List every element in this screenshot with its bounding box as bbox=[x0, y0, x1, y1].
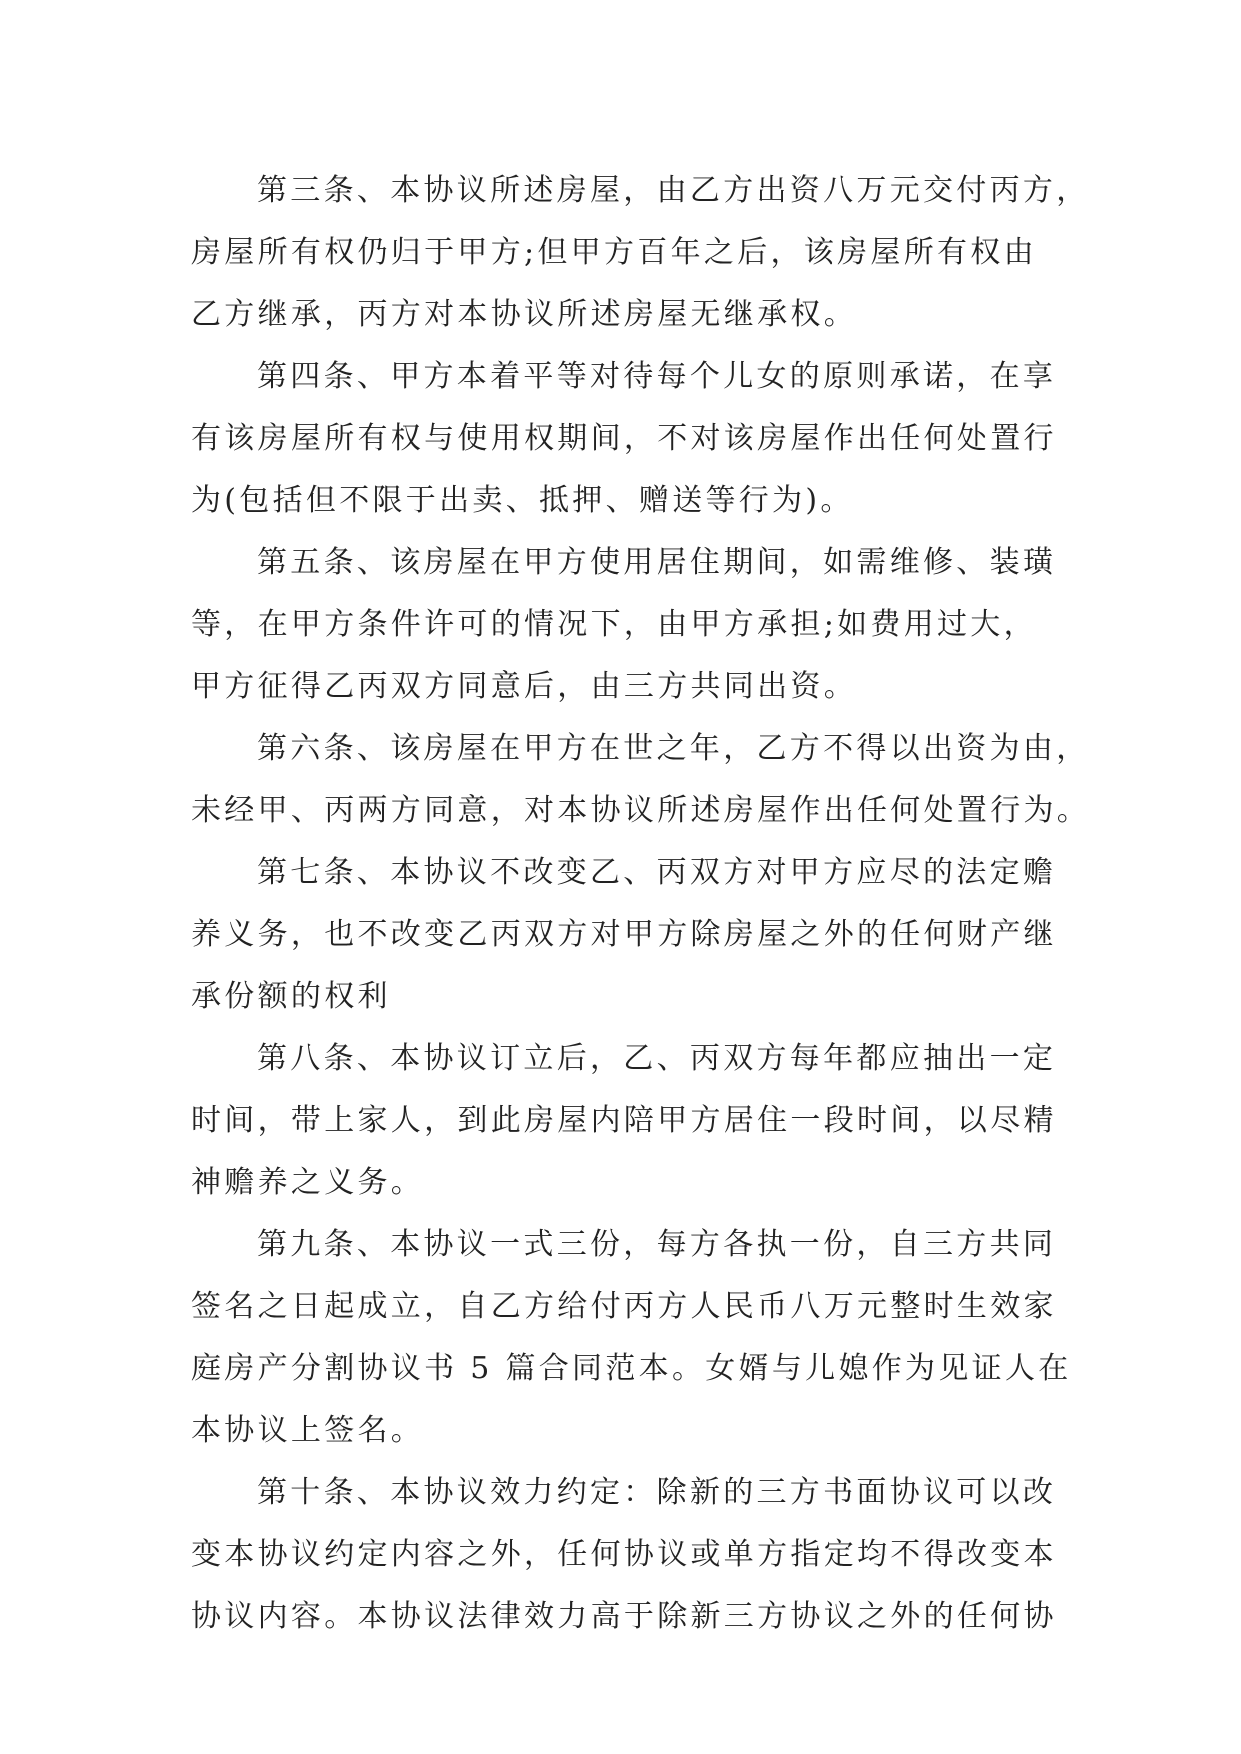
paragraph-line: 时间，带上家人，到此房屋内陪甲方居住一段时间，以尽精 bbox=[191, 1103, 1057, 1138]
document-body bbox=[191, 160, 1091, 1648]
paragraph-line: 庭房产分割协议书 5 篇合同范本。女婿与儿媳作为见证人在 bbox=[191, 1351, 1072, 1386]
paragraph-line: 签名之日起成立，自乙方给付丙方人民币八万元整时生效家 bbox=[191, 1289, 1057, 1324]
paragraph-line: 有该房屋所有权与使用权期间，不对该房屋作出任何处置行 bbox=[191, 421, 1057, 456]
paragraph-first-line: 第三条、本协议所述房屋，由乙方出资八万元交付丙方， bbox=[257, 173, 1090, 208]
paragraph-line: 承份额的权利 bbox=[191, 979, 391, 1014]
paragraph-first-line: 第六条、该房屋在甲方在世之年，乙方不得以出资为由， bbox=[257, 731, 1090, 766]
paragraph-line: 等，在甲方条件许可的情况下，由甲方承担;如费用过大， bbox=[191, 607, 1037, 642]
paragraph-line: 养义务，也不改变乙丙双方对甲方除房屋之外的任何财产继 bbox=[191, 917, 1057, 952]
paragraph-line: 协议内容。本协议法律效力高于除新三方协议之外的任何协 bbox=[191, 1599, 1057, 1634]
paragraph-line: 甲方征得乙丙双方同意后，由三方共同出资。 bbox=[191, 669, 857, 704]
paragraph-line: 本协议上签名。 bbox=[191, 1413, 425, 1448]
paragraph-first-line: 第八条、本协议订立后，乙、丙双方每年都应抽出一定 bbox=[257, 1041, 1057, 1076]
paragraph-first-line: 第十条、本协议效力约定：除新的三方书面协议可以改 bbox=[257, 1475, 1057, 1510]
paragraph-first-line: 第五条、该房屋在甲方使用居住期间，如需维修、装璜 bbox=[257, 545, 1057, 580]
paragraph-first-line: 第九条、本协议一式三份，每方各执一份，自三方共同 bbox=[257, 1227, 1057, 1262]
paragraph-line: 神赡养之义务。 bbox=[191, 1165, 425, 1200]
paragraph-line: 房屋所有权仍归于甲方;但甲方百年之后，该房屋所有权由 bbox=[191, 235, 1037, 270]
paragraph-line: 乙方继承，丙方对本协议所述房屋无继承权。 bbox=[191, 297, 857, 332]
paragraph-line: 变本协议约定内容之外，任何协议或单方指定均不得改变本 bbox=[191, 1537, 1057, 1572]
paragraph-first-line: 第四条、甲方本着平等对待每个儿女的原则承诺，在享 bbox=[257, 359, 1057, 394]
paragraph-first-line: 第七条、本协议不改变乙、丙双方对甲方应尽的法定赡 bbox=[257, 855, 1057, 890]
paragraph-line: 为(包括但不限于出卖、抵押、赠送等行为)。 bbox=[191, 483, 854, 518]
paragraph-line: 未经甲、丙两方同意，对本协议所述房屋作出任何处置行为。 bbox=[191, 793, 1091, 828]
